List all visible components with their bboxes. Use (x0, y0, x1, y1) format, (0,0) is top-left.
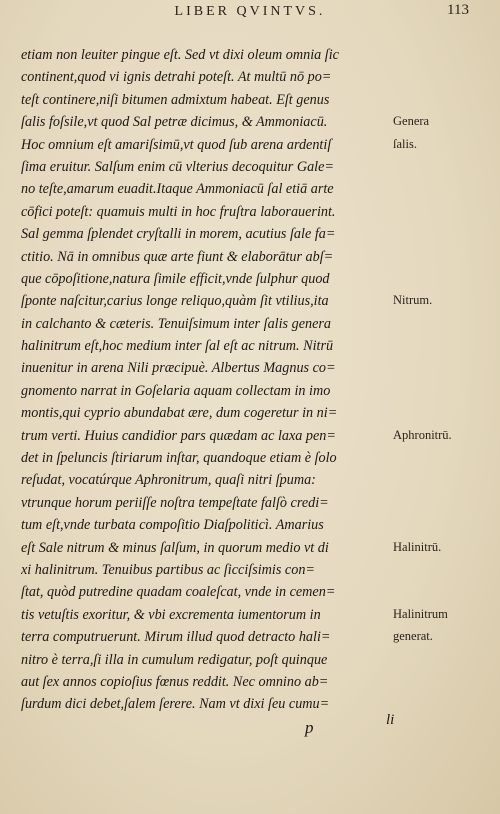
text-line: xi halinitrum. Tenuibus partibus ac ſicciſsimis con= (21, 561, 315, 578)
text-line: reſudat, vocatúrque Aphronitrum, quaſi nitri ſpuma: (21, 472, 316, 489)
text-line: continent,quod vi ignis detrahi poteſt. At multū nō po= (21, 69, 332, 86)
text-line: ſalis foſsile,vt quod Sal petræ dicimus, & Ammoniacū. (21, 114, 328, 131)
text-line: vtrunque horum periiſſe noſtra tempeſtate falſò credi= (21, 494, 329, 511)
text-line: ſima eruitur. Salſum enim cū vlterius decoquitur Gale= (21, 158, 334, 175)
text-line: inuenitur in arena Nili præcipuè. Albertus Magnus co= (21, 360, 336, 377)
text-line: gnomento narrat in Goſelaria aquam collectam in imo (21, 382, 331, 399)
text-line: tis vetuſtis exoritur, & vbi excrementa iumentorum in (21, 606, 321, 623)
margin-note: generat. (393, 629, 433, 644)
text-line: Hoc omnium eſt amariſsimū,vt quod ſub arena ardentiſ (21, 136, 332, 153)
text-line: ſurdum dici debet,ſalem ſerere. Nam vt dixi ſeu cumu= (21, 696, 330, 713)
margin-note: ſalis. (393, 136, 417, 151)
text-line: cōfici poteſt: quamuis multi in hoc fruſtra laborauerint. (21, 203, 336, 220)
text-line: halinitrum eſt,hoc medium inter ſal eſt ac nitrum. Nitrū (21, 338, 334, 355)
text-line: montis,qui cyprio abundabat ære, dum cogeretur in ni= (21, 405, 338, 422)
text-line: in calchanto & cæteris. Tenuiſsimum inter ſalis genera (21, 315, 332, 332)
margin-note: Aphronitrū. (393, 427, 452, 442)
text-line: det in ſpeluncis ſtiriarum inſtar, quandoque etiam è ſolo (21, 450, 337, 467)
text-line: ctitio. Nā in omnibus quæ arte fiunt & elaborātur abſ= (21, 248, 334, 265)
margin-note: Halinitrum (393, 607, 448, 621)
text-line: nitro è terra,ſi illa in cumulum redigatur, poſt quinque (21, 651, 328, 668)
signature-mark: p (305, 718, 314, 737)
catchword: li (386, 712, 395, 728)
margin-note: Halinitrū. (393, 539, 442, 554)
text-line: trum verti. Huius candidior pars quædam ac laxa pen= (21, 427, 336, 444)
margin-note: Genera (393, 114, 430, 129)
text-line: que cōpoſitione,natura ſimile efficit,vnde ſulphur quod (21, 270, 330, 287)
text-line: no teſte,amarum euadit.Itaque Ammoniacū ſal etiā arte (21, 181, 334, 198)
text-line: terra computruerunt. Mirum illud quod detracto hali= (21, 629, 331, 646)
body-text (21, 44, 399, 716)
margin-note: Nitrum. (393, 293, 433, 308)
text-line: Sal gemma ſplendet cryſtalli in morem, acutius ſale fa= (21, 226, 336, 243)
text-line: ſponte naſcitur,carius longe reliquo,quàm ſit vtilius,ita (21, 293, 329, 310)
text-line: aut ſex annos copioſius fœnus reddit. Nec omnino ab= (21, 673, 329, 690)
text-line: teſt continere,niſi bitumen admixtum habeat. Eſt genus (21, 91, 330, 108)
text-line: ſtat, quòd putredine quadam coaleſcat, vnde in cemen= (21, 584, 336, 601)
text-line: eſt Sale nitrum & minus ſalſum, in quorum medio vt di (21, 539, 329, 556)
text-line: tum eſt,vnde turbata compoſitio Diaſpoliticì. Amarius (21, 517, 324, 534)
page-number: 113 (447, 2, 469, 18)
running-title: LIBER QVINTVS. (174, 4, 326, 19)
text-line: etiam non leuiter pingue eſt. Sed vt dixi oleum omnia ſic (21, 47, 339, 63)
